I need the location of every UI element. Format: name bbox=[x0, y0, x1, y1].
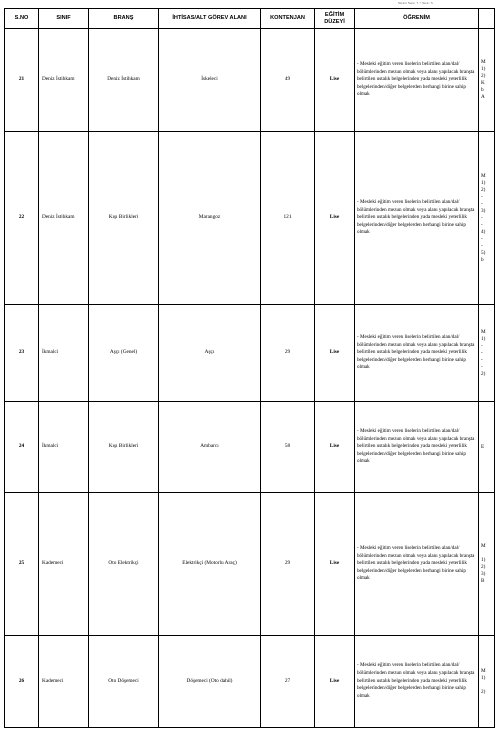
truncated-cell bbox=[479, 402, 495, 493]
truncated-fragment bbox=[481, 682, 494, 689]
sinif-cell: Deniz İstihkam bbox=[39, 29, 89, 132]
ogrenim-cell: - Mesleki eğitim veren liselerin belirtilen alan/dal/ bölümlerinden mezun olmak veya alanı yapılacak branşta belirtilen ustalık belgelerinden yada mesleki yeterlilik belgelerinden/diğer belgelerden herhangi birine sahip olmak bbox=[355, 493, 479, 636]
ogrenim-cell: - Mesleki eğitim veren liselerin belirtilen alan/dal/ bölümlerinden mezun olmak veya alanı yapılacak branşta belirtilen ustalık belgelerinden yada mesleki yeterlilik belgelerinden/diğer belgelerden herhangi birine sahip olmak bbox=[355, 29, 479, 132]
truncated-fragment: 1) bbox=[481, 66, 486, 72]
kontenjan-cell: 121 bbox=[261, 132, 315, 305]
truncated-fragment: M bbox=[481, 543, 486, 549]
truncated-fragment: E bbox=[481, 443, 485, 450]
truncated-fragment: 2) bbox=[481, 370, 486, 377]
table-row bbox=[5, 402, 495, 493]
truncated-fragment: - bbox=[481, 363, 483, 370]
ogrenim-cell: - Mesleki eğitim veren liselerin belirtilen alan/dal/ bölümlerinden mezun olmak veya alanı yapılacak branşta belirtilen ustalık belgelerinden yada mesleki yeterlilik belgelerinden/diğer belgelerden herhangi birine sahip olmak bbox=[355, 636, 479, 728]
truncated-fragment: 1) bbox=[481, 557, 486, 563]
truncated-fragment: 2) bbox=[481, 186, 486, 193]
truncated-fragment: 1) bbox=[481, 674, 486, 681]
truncated-fragment: 2) bbox=[481, 73, 486, 79]
brans-cell: Kışı Birlikleri bbox=[89, 402, 159, 493]
truncated-fragment: b bbox=[481, 87, 484, 93]
egitim-cell: Lise bbox=[315, 305, 355, 402]
truncated-fragment: B bbox=[481, 578, 485, 584]
truncated-fragment: 1) bbox=[481, 335, 486, 342]
truncated-fragment: 4) bbox=[481, 228, 486, 235]
truncated-cell bbox=[479, 29, 495, 132]
egitim-cell: Lise bbox=[315, 402, 355, 493]
truncated-fragment: M bbox=[481, 59, 486, 65]
kontenjan-cell: 29 bbox=[261, 493, 315, 636]
header-sno: S.NO bbox=[5, 9, 39, 29]
table-row bbox=[5, 132, 495, 305]
ihtisas-cell: Elektrikçi (Motorlu Araç) bbox=[159, 493, 261, 636]
table-row bbox=[5, 493, 495, 636]
truncated-fragment bbox=[481, 550, 494, 557]
brans-cell: Kışı Birlikleri bbox=[89, 132, 159, 305]
table-row bbox=[5, 305, 495, 402]
sno-cell: 22 bbox=[5, 132, 39, 305]
sno-cell: 24 bbox=[5, 402, 39, 493]
truncated-fragment: - bbox=[481, 193, 483, 200]
sno-cell: 26 bbox=[5, 636, 39, 728]
sinif-cell: Deniz İstihkam bbox=[39, 132, 89, 305]
truncated-fragment: 3) bbox=[481, 571, 486, 577]
sno-cell: 23 bbox=[5, 305, 39, 402]
kontenjan-cell: 29 bbox=[261, 305, 315, 402]
sinif-cell: İkmalci bbox=[39, 305, 89, 402]
header-kontenjan: KONTENJAN bbox=[261, 9, 315, 29]
truncated-fragment: A bbox=[481, 94, 485, 100]
truncated-fragment: - bbox=[481, 342, 483, 349]
ogrenim-cell: - Mesleki eğitim veren liselerin belirtilen alan/dal/ bölümlerinden mezun olmak veya alanı yapılacak branşta belirtilen ustalık belgelerinden yada mesleki yeterlilik belgelerinden/diğer belgelerden herhangi birine sahip olmak bbox=[355, 402, 479, 493]
sinif-cell: Kademeci bbox=[39, 493, 89, 636]
truncated-fragment: - bbox=[481, 349, 483, 356]
truncated-fragment: M bbox=[481, 328, 486, 335]
truncated-fragment: b bbox=[481, 256, 484, 263]
brans-cell: Aşçı (Genel) bbox=[89, 305, 159, 402]
brans-cell: Oto Döşemeci bbox=[89, 636, 159, 728]
truncated-fragment: - bbox=[481, 235, 483, 242]
truncated-fragment: - bbox=[481, 242, 483, 249]
truncated-fragment: 2) bbox=[481, 688, 486, 695]
truncated-fragment: K bbox=[481, 80, 485, 86]
truncated-fragment: - bbox=[481, 200, 483, 207]
table-row bbox=[5, 636, 495, 728]
ihtisas-cell: Aşçı bbox=[159, 305, 261, 402]
ogrenim-cell: - Mesleki eğitim veren liselerin belirtilen alan/dal/ bölümlerinden mezun olmak veya alanı yapılacak branşta belirtilen ustalık belgelerinden yada mesleki yeterlilik belgelerinden/diğer belgelerden herhangi birine sahip olmak bbox=[355, 132, 479, 305]
ogrenim-cell: - Mesleki eğitim veren liselerin belirtilen alan/dal/ bölümlerinden mezun olmak veya alanı yapılacak branşta belirtilen ustalık belgelerinden yada mesleki yeterlilik belgelerinden/diğer belgelerden herhangi birine sahip olmak bbox=[355, 305, 479, 402]
truncated-cell bbox=[479, 636, 495, 728]
truncated-fragment: - bbox=[481, 221, 483, 228]
ihtisas-cell: İskeleci bbox=[159, 29, 261, 132]
truncated-fragment: M bbox=[481, 667, 486, 674]
header-ihtisas: İHTİSAS/ALT GÖREV ALANI bbox=[159, 9, 261, 29]
table-row bbox=[5, 29, 495, 132]
truncated-fragment: 3) bbox=[481, 207, 486, 214]
egitim-cell: Lise bbox=[315, 636, 355, 728]
egitim-cell: Lise bbox=[315, 29, 355, 132]
truncated-fragment: 5) bbox=[481, 249, 486, 256]
quota-table bbox=[4, 8, 495, 728]
sno-cell: 25 bbox=[5, 493, 39, 636]
brans-cell: Deniz İstihkam bbox=[89, 29, 159, 132]
sno-cell: 21 bbox=[5, 29, 39, 132]
truncated-cell bbox=[479, 132, 495, 305]
egitim-cell: Lise bbox=[315, 132, 355, 305]
header-truncated bbox=[479, 9, 495, 29]
egitim-cell: Lise bbox=[315, 493, 355, 636]
ihtisas-cell: Ambarcı bbox=[159, 402, 261, 493]
ihtisas-cell: Marangoz bbox=[159, 132, 261, 305]
ihtisas-cell: Döşemeci (Oto dahil) bbox=[159, 636, 261, 728]
header-egitim-duzeyi: EĞİTİM DÜZEYİ bbox=[315, 9, 355, 29]
truncated-fragment: 2) bbox=[481, 564, 486, 570]
truncated-fragment: - bbox=[481, 214, 483, 221]
truncated-fragment: M bbox=[481, 172, 486, 179]
truncated-fragment: 1) bbox=[481, 179, 486, 186]
table-header-row bbox=[5, 9, 495, 29]
truncated-cell bbox=[479, 493, 495, 636]
sinif-cell: İkmalci bbox=[39, 402, 89, 493]
kontenjan-cell: 49 bbox=[261, 29, 315, 132]
kontenjan-cell: 58 bbox=[261, 402, 315, 493]
header-sinif: SINIF bbox=[39, 9, 89, 29]
brans-cell: Oto Elektrikçi bbox=[89, 493, 159, 636]
truncated-fragment: - bbox=[481, 356, 483, 363]
sinif-cell: Kademeci bbox=[39, 636, 89, 728]
page-header-line: Sıralı Sıra: 7 • Sıra: 3 bbox=[398, 1, 433, 5]
kontenjan-cell: 27 bbox=[261, 636, 315, 728]
truncated-cell bbox=[479, 305, 495, 402]
header-brans: BRANŞ bbox=[89, 9, 159, 29]
header-ogrenim: ÖĞRENİM bbox=[355, 9, 479, 29]
